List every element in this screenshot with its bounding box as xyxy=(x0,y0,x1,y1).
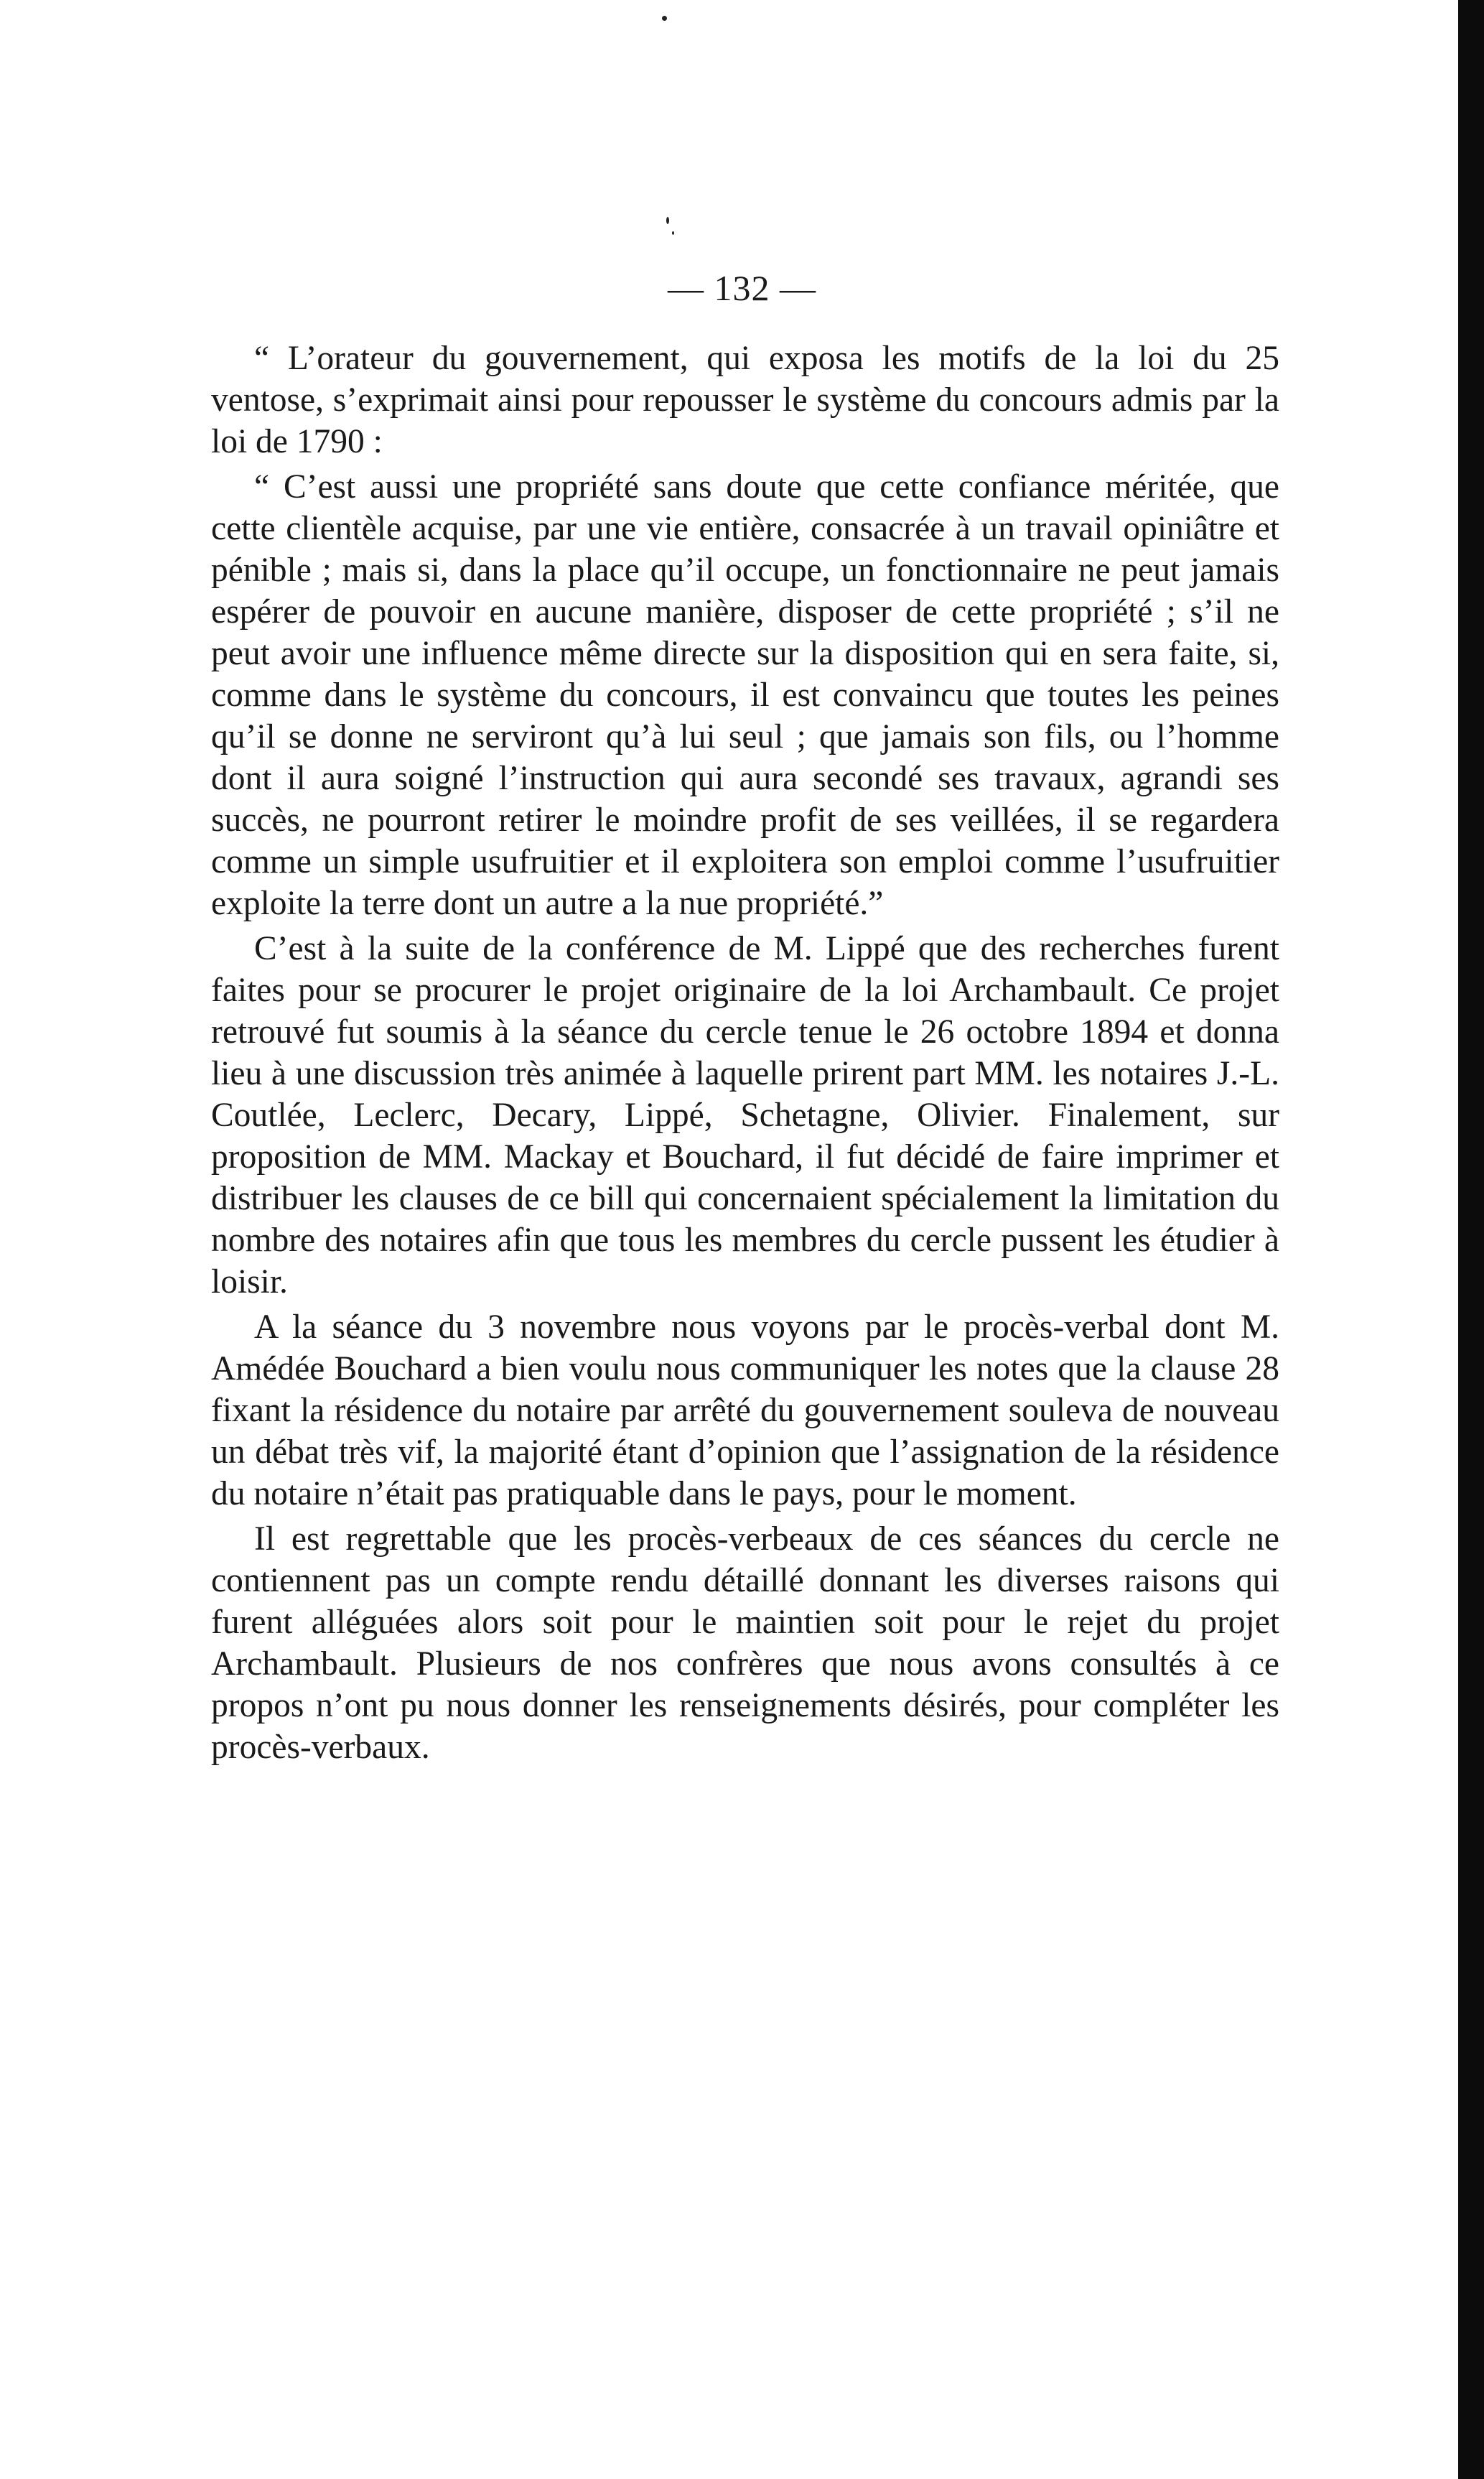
ink-speck xyxy=(672,231,674,235)
paragraph-quotation: “ C’est aussi une propriété sans doute que cette confiance méritée, que cette clientèle acquise, par une vie entière, consacrée à un travail opiniâtre et pénible ; mais si, dans la place qu’il occupe, un fonctionnaire ne peut jamais espérer de pouvoir en aucune manière, disposer de cette propriété ; s’il ne peut avoir une influence même directe sur la disposition qui en sera faite, si, comme dans le système du concours, il est convaincu que toutes les peines qu’il se donne ne serviront qu’à lui seul ; que jamais son fils, ou l’homme dont il aura soigné l’instruction qui aura secondé ses travaux, agrandi ses succès, ne pourront retirer le moindre profit de ses veillées, il se regardera comme un simple usufruitier et il exploitera son emploi comme l’usufruitier exploite la terre dont un autre a la nue propriété.” xyxy=(211,468,1279,922)
paragraph-proces-verbaux: Il est regrettable que les procès-verbeaux de ces séances du cercle ne contiennent pas un compte rendu détaillé donnant les diverses raisons qui furent alléguées alors soit pour le maintien soit pour le rejet du projet Archambault. Plusieurs de nos confrères que nous avons consultés à ce propos n’ont pu nous donner les renseignements désirés, pour compléter les procès-verbaux. xyxy=(211,1520,1279,1766)
ink-speck xyxy=(666,217,669,224)
body-text xyxy=(211,338,1279,1772)
paragraph-seance-3-novembre: A la séance du 3 novembre nous voyons par le procès-verbal dont M. Amédée Bouchard a bien voulu nous communiquer les notes que la clause 28 fixant la résidence du notaire par arrêté du gouvernement souleva de nouveau un débat très vif, la majorité étant d’opinion que l’assignation de la résidence du notaire n’était pas pratiquable dans le pays, pour le moment. xyxy=(211,1308,1279,1512)
paragraph-conference-lippe: C’est à la suite de la conférence de M. Lippé que des recherches furent faites pour se procurer le projet originaire de la loi Archambault. Ce projet retrouvé fut soumis à la séance du cercle tenue le 26 octobre 1894 et donna lieu à une discussion très animée à laquelle prirent part MM. les notaires J.-L. Coutlée, Leclerc, Decary, Lippé, Schetagne, Olivier. Finalement, sur proposition de MM. Mackay et Bouchard, il fut décidé de faire imprimer et distribuer les clauses de ce bill qui concernaient spécialement la limitation du nombre des notaires afin que tous les membres du cercle pussent les étudier à loisir. xyxy=(211,930,1279,1301)
paragraph-orateur: “ L’orateur du gouvernement, qui exposa les motifs de la loi du 25 ventose, s’exprimait ainsi pour repousser le système du concours admis par la loi de 1790 : xyxy=(211,340,1279,460)
page-number: — 132 — xyxy=(668,268,816,308)
scan-edge-bar xyxy=(1458,0,1484,2479)
ink-speck xyxy=(662,16,667,21)
